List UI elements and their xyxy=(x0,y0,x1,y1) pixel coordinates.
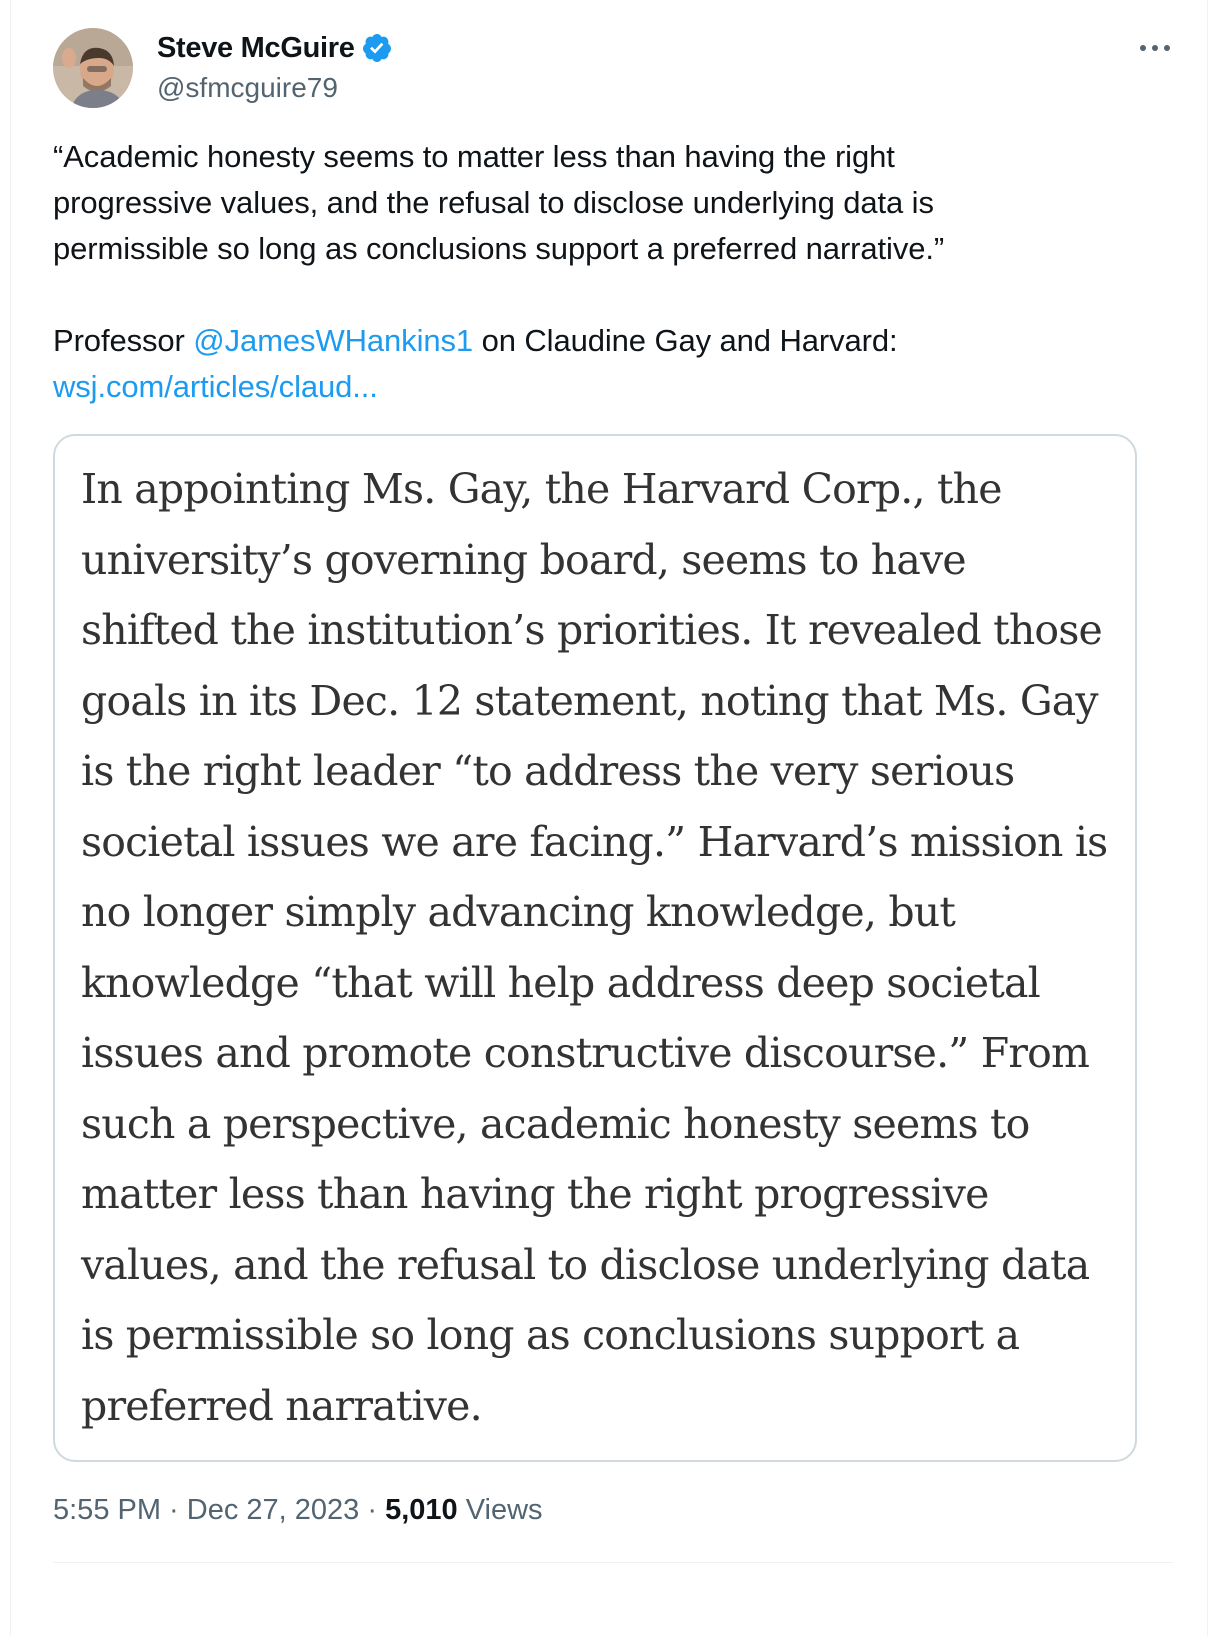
excerpt-line: such a perspective, academic honesty seems to xyxy=(81,1099,1030,1148)
views-label: Views xyxy=(457,1494,543,1526)
meta-separator: · xyxy=(161,1494,187,1526)
excerpt-line: goals in its Dec. 12 statement, noting that Ms. Gay xyxy=(81,676,1098,725)
excerpt-text xyxy=(81,454,1131,1441)
excerpt-line: societal issues we are facing.” Harvard’s mission is xyxy=(81,817,1108,866)
tweet-card xyxy=(10,0,1208,1636)
attribution-suffix: on Claudine Gay and Harvard: xyxy=(473,323,898,358)
author-handle[interactable]: @sfmcguire79 xyxy=(157,72,338,103)
excerpt-line: no longer simply advancing knowledge, but xyxy=(81,888,956,936)
divider xyxy=(53,1562,1173,1563)
tweet-text xyxy=(53,134,1173,410)
excerpt-line: shifted the institution’s priorities. It revealed those xyxy=(81,606,1103,654)
author-block xyxy=(157,28,393,104)
views-count[interactable]: 5,010 xyxy=(385,1494,458,1526)
excerpt-line: knowledge “that will help address deep societal xyxy=(81,958,1040,1007)
excerpt-line: issues and promote constructive discourse.” From xyxy=(81,1029,1090,1077)
mention-link[interactable]: @JamesWHankins1 xyxy=(193,323,474,358)
attribution-line xyxy=(53,318,1173,364)
tweet-quote-line: “Academic honesty seems to matter less than having the right xyxy=(53,139,895,174)
tweet-date[interactable]: Dec 27, 2023 xyxy=(186,1494,360,1526)
more-options-icon[interactable] xyxy=(1135,36,1175,60)
meta-separator: · xyxy=(359,1494,386,1526)
excerpt-line: university’s governing board, seems to have xyxy=(81,535,966,584)
paragraph-gap xyxy=(53,272,1173,318)
tweet-time[interactable]: 5:55 PM xyxy=(53,1494,161,1526)
tweet-quote-line: permissible so long as conclusions support a preferred narrative.” xyxy=(53,231,945,266)
profile-photo-icon xyxy=(53,28,133,108)
author-name-row xyxy=(157,28,393,68)
excerpt-line: is permissible so long as conclusions support a xyxy=(81,1311,1020,1359)
excerpt-line: In appointing Ms. Gay, the Harvard Corp., the xyxy=(81,465,1002,513)
excerpt-line: is the right leader “to address the very serious xyxy=(81,747,1015,795)
tweet-quote-line: progressive values, and the refusal to disclose underlying data is xyxy=(53,185,934,220)
avatar[interactable] xyxy=(53,28,133,108)
link-line xyxy=(53,364,1173,410)
excerpt-line: preferred narrative. xyxy=(81,1381,482,1430)
excerpt-line: matter less than having the right progressive xyxy=(81,1170,989,1218)
author-name[interactable]: Steve McGuire xyxy=(157,31,355,64)
verified-badge-icon[interactable] xyxy=(361,32,393,64)
attribution-prefix: Professor xyxy=(53,323,194,358)
article-link[interactable]: wsj.com/articles/claud... xyxy=(53,369,378,404)
tweet-meta xyxy=(53,1494,543,1527)
excerpt-line: values, and the refusal to disclose underlying data xyxy=(81,1240,1090,1289)
excerpt-image[interactable] xyxy=(53,434,1137,1462)
